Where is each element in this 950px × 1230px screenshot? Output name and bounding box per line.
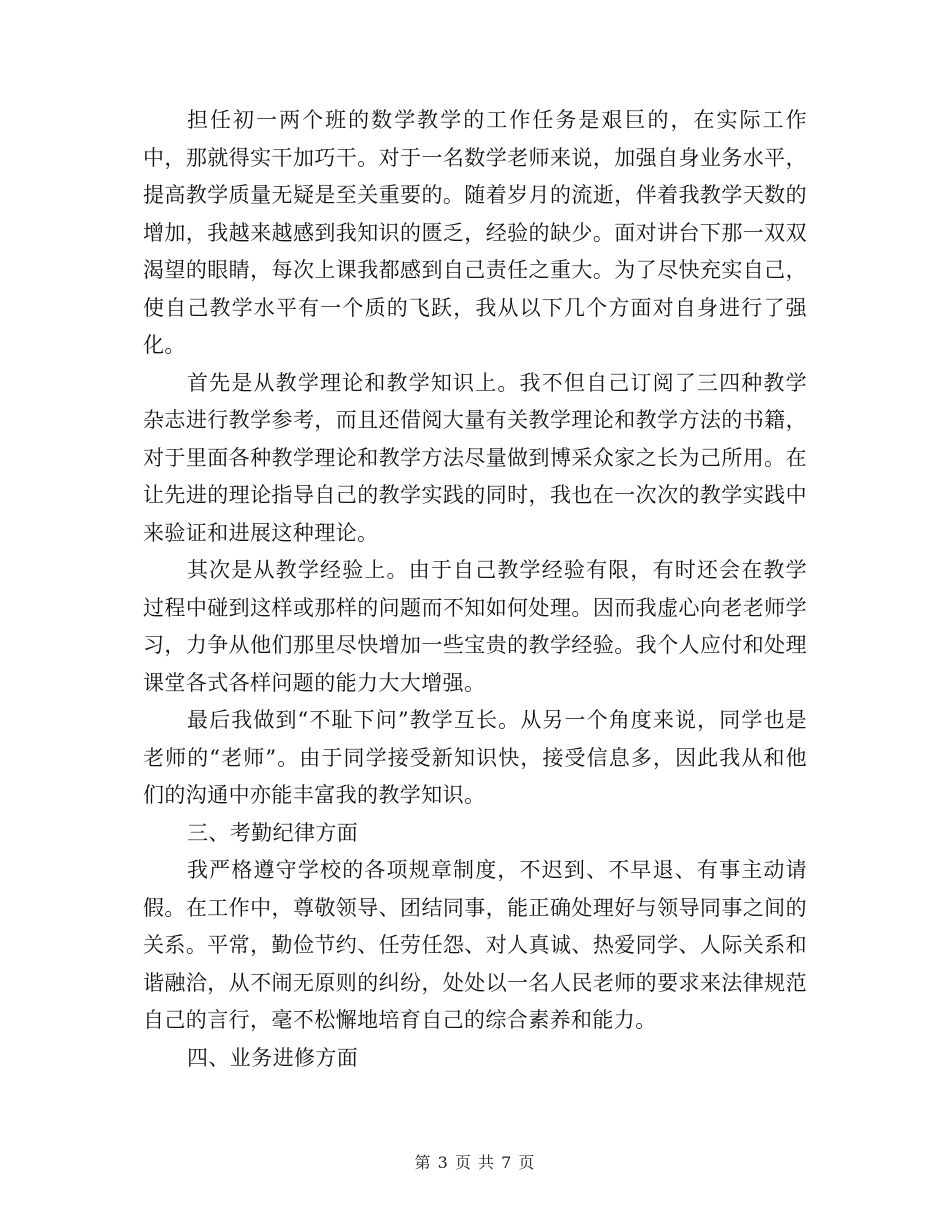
paragraph-attendance-discipline: 我严格遵守学校的各项规章制度，不迟到、不早退、有事主动请假。在工作中，尊敬领导、团结同事，能正确处理好与领导同事之间的关系。平常，勤俭节约、任劳任怨、对人真诚、热爱同学、人际关系和谐融洽，从不闹无原则的纠纷，处处以一名人民老师的要求来法律规范自己的言行，毫不松懈地培育自己的综合素养和能力。 [143, 858, 807, 1032]
section-heading-attendance: 三、考勤纪律方面 [187, 820, 359, 845]
paragraph-theory-knowledge: 首先是从教学理论和教学知识上。我不但自己订阅了三四种教学杂志进行教学参考，而且还借阅大量有关教学理论和教学方法的书籍，对于里面各种教学理论和教学方法尽量做到博采众家之长为己所用。在让先进的理论指导自己的教学实践的同时，我也在一次次的教学实践中来验证和进展这种理论。 [143, 370, 807, 545]
section-heading-professional-study: 四、业务进修方面 [187, 1045, 359, 1070]
document-body [143, 102, 807, 1077]
paragraph-learn-from-students: 最后我做到“不耻下问”教学互长。从另一个角度来说，同学也是老师的“老师”。由于同学接受新知识快，接受信息多，因此我从和他们的沟通中亦能丰富我的教学知识。 [143, 708, 807, 807]
page-number-footer: 第 3 页 共 7 页 [414, 1153, 536, 1172]
paragraph-teaching-experience: 其次是从教学经验上。由于自己教学经验有限，有时还会在教学过程中碰到这样或那样的问题而不知如何处理。因而我虚心向老老师学习，力争从他们那里尽快增加一些宝贵的教学经验。我个人应付和处理课堂各式各样问题的能力大大增强。 [143, 558, 807, 695]
paragraph-teaching-tasks: 担任初一两个班的数学教学的工作任务是艰巨的，在实际工作中，那就得实干加巧干。对于一名数学老师来说，加强自身业务水平，提高教学质量无疑是至关重要的。随着岁月的流逝，伴着我教学天数的增加，我越来越感到我知识的匮乏，经验的缺少。面对讲台下那一双双渴望的眼睛，每次上课我都感到自己责任之重大。为了尽快充实自己，使自己教学水平有一个质的飞跃，我从以下几个方面对自身进行了强化。 [143, 108, 807, 357]
